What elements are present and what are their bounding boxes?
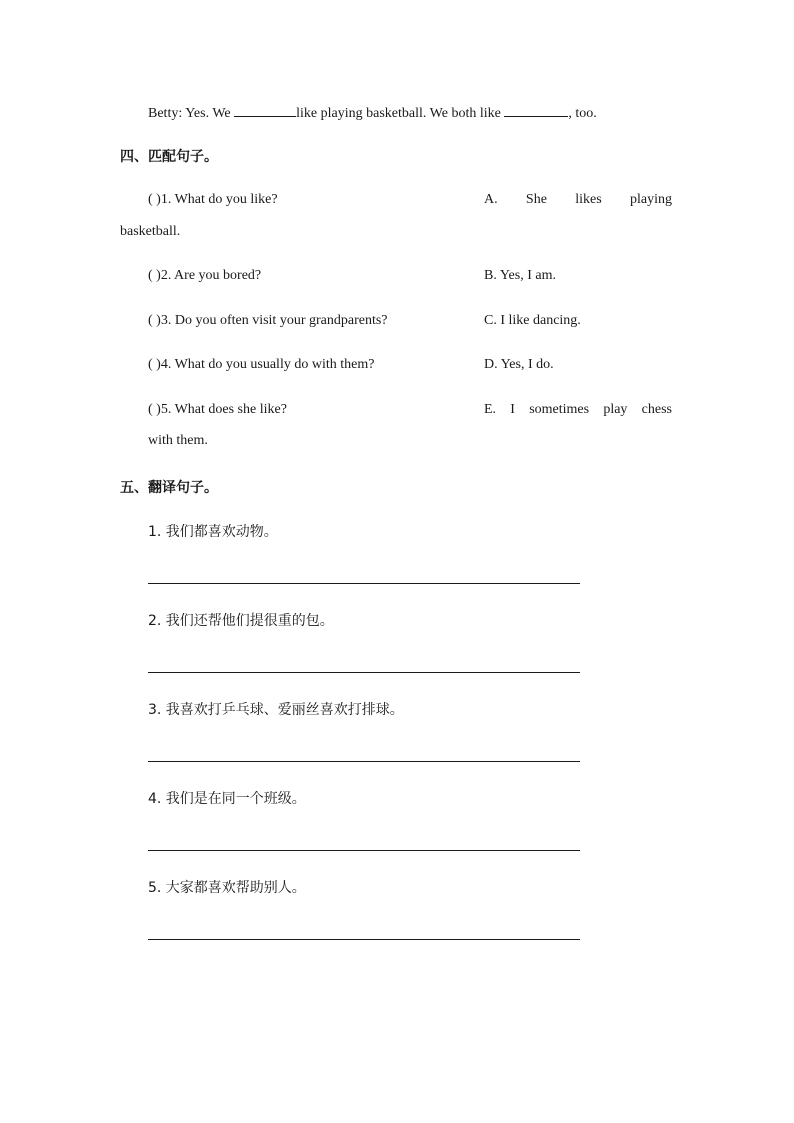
answer-line-5[interactable] [148, 939, 580, 940]
question-text: 3. Do you often visit your grandparents? [160, 313, 388, 328]
question-text: 2. Are you bored? [160, 268, 262, 283]
fill-blank-2[interactable] [504, 103, 568, 117]
option-a [484, 192, 672, 208]
translate-item-1: 1. 我们都喜欢动物。 [148, 524, 278, 540]
answer-paren[interactable]: ( ) [148, 268, 161, 283]
option-b: B. Yes, I am. [484, 268, 556, 283]
answer-line-3[interactable] [148, 761, 580, 762]
option-a-word: playing [629, 192, 672, 207]
translate-item-3: 3. 我喜欢打乒乓球、爱丽丝喜欢打排球。 [148, 702, 404, 718]
translate-item-2: 2. 我们还帮他们提很重的包。 [148, 613, 334, 629]
option-e [484, 402, 672, 418]
option-e-continuation: with them. [148, 433, 208, 448]
translate-item-4: 4. 我们是在同一个班级。 [148, 791, 306, 807]
answer-line-4[interactable] [148, 850, 580, 851]
question-row-5 [148, 402, 287, 418]
fill-blank-1[interactable] [234, 103, 296, 117]
answer-paren[interactable]: ( ) [148, 357, 161, 372]
question-row-2 [148, 268, 261, 284]
dialogue-text-1: Yes. We [185, 106, 231, 121]
section-heading-translate: 五、翻译句子。 [120, 480, 218, 496]
option-a-continuation: basketball. [120, 224, 181, 239]
dialogue-line [148, 103, 597, 122]
option-e-word: play [603, 402, 628, 417]
speaker-label: Betty: [148, 106, 183, 121]
translate-item-5: 5. 大家都喜欢帮助别人。 [148, 880, 306, 896]
answer-line-2[interactable] [148, 672, 580, 673]
answer-paren[interactable]: ( ) [148, 402, 161, 417]
question-text: 5. What does she like? [160, 402, 287, 417]
section-heading-match: 四、匹配句子。 [120, 149, 218, 165]
dialogue-text-2: like playing basketball. We both like [296, 106, 501, 121]
option-a-word: A. [484, 192, 498, 207]
dialogue-text-3: , too. [568, 106, 597, 121]
question-row-3 [148, 313, 388, 329]
option-d: D. Yes, I do. [484, 357, 554, 372]
option-e-word: chess [641, 402, 672, 417]
option-a-word: She [525, 192, 547, 207]
answer-paren[interactable]: ( ) [148, 313, 161, 328]
option-e-word: E. [484, 402, 497, 417]
answer-line-1[interactable] [148, 583, 580, 584]
question-row-1 [148, 192, 278, 208]
question-text: 4. What do you usually do with them? [160, 357, 375, 372]
question-row-4 [148, 357, 374, 373]
answer-paren[interactable]: ( ) [148, 192, 161, 207]
option-e-word: sometimes [529, 402, 590, 417]
option-e-word: I [510, 402, 515, 417]
option-c: C. I like dancing. [484, 313, 581, 328]
option-a-word: likes [575, 192, 602, 207]
question-text: 1. What do you like? [160, 192, 278, 207]
